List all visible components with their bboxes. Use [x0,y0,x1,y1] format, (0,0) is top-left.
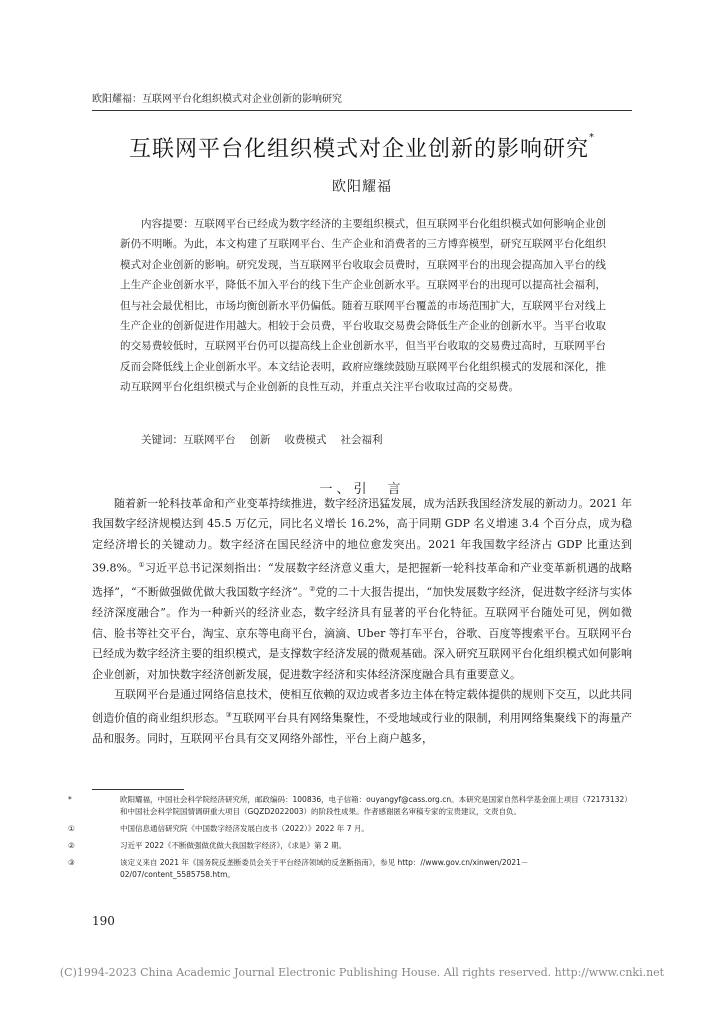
footnote-marker: * [68,795,72,804]
footnote-ref[interactable]: ② [309,585,316,594]
title-footnote-mark: * [589,132,595,143]
footnote-text: 习近平 2022《不断做强做优做大我国数字经济》，《求是》第 2 期。 [120,841,347,850]
footnote-ref[interactable]: ① [138,561,145,570]
body-paragraph [92,494,632,685]
footnote-marker: ② [68,841,75,850]
article-title [92,132,632,163]
keyword-item: 收费模式 [284,434,327,446]
paragraph-text: 习近平总书记深刻指出：“发展数字经济意义重大，是把握新一轮科技革命和产业变革新机遇的战略选择”，“不断做强做优做大我国数字经济”。 [92,561,632,599]
abstract [120,214,606,398]
paragraph-text: 随着新一轮科技革命和产业变革持续推进，数字经济迅猛发展，成为活跃我国经济发展的新动力。2021 年我国数字经济规模达到 45.5 万亿元，同比名义增长 16.2%，高于同期 GDP 名义增速 3.4 个百分点，成为稳定经济增长的关键动力。数字经济在国民经济中的地位愈发突出。2021 年我国数字经济占 GDP 比重达到39.8%。 [92,497,632,575]
footnote-text: 中国信息通信研究院《中国数字经济发展白皮书（2022）》2022 年 7 月。 [120,824,369,833]
body-paragraph [92,685,632,750]
paragraph-text: 互联网平台具有网络集聚性，不受地域或行业的限制，利用网络集聚线下的海量产品和服务。同时，互联网平台具有交叉网络外部性，平台上商户越多， [92,712,633,746]
page-number: 190 [92,914,115,928]
footnote-author [68,794,632,818]
footnote-2 [68,840,632,852]
footnote-text: 欧阳耀福，中国社会科学院经济研究所，邮政编码：100836，电子信箱：ouyangyf@cass.org.cn。本研究是国家自然科学基金面上项目（72173132）和中国社会科学院国情调研重大项目（GQZD2022003）的阶段性成果。作者感谢匿名审稿专家的宝贵建议，文责自负。 [120,795,632,816]
footnotes [68,794,632,886]
keywords [120,432,606,447]
abstract-label: 内容提要： [141,218,194,230]
body-text [92,494,632,750]
keyword-item: 社会福利 [340,434,383,446]
footnote-text: 该定义来自 2021 年《国务院反垄断委员会关于平台经济领域的反垄断指南》，参见 http：//www.gov.cn/xinwen/2021－02/07/content_5585758.htm。 [120,858,529,879]
footnote-marker: ① [68,824,75,833]
paragraph-text: 党的二十大报告提出，“加快发展数字经济，促进数字经济与实体经济深度融合”。作为一种新兴的经济业态，数字经济具有显著的平台化特征。互联网平台随处可见，例如微信、脸书等社交平台，淘宝、京东等电商平台，滴滴、Uber 等打车平台，谷歌、百度等搜索平台。互联网平台已经成为数字经济主要的组织模式，是支撑数字经济发展的微观基础。深入研究互联网平台化组织模式如何影响企业创新，对加快数字经济创新发展，促进数字经济和实体经济深度融合具有重要意义。 [92,585,632,681]
paragraph-text: 互联网平台是通过网络信息技术，使相互依赖的双边或者多边主体在特定载体提供的规则下交互，以此共同创造价值的商业组织形态。 [92,687,632,726]
abstract-text: 互联网平台已经成为数字经济的主要组织模式，但互联网平台化组织模式如何影响企业创新仍不明晰。为此，本文构建了互联网平台、生产企业和消费者的三方博弈模型，研究互联网平台化组织模式对企业创新的影响。研究发现，当互联网平台收取会员费时，互联网平台的出现会提高加入平台的线上生产企业创新水平，降低不加入平台的线下生产企业创新水平。互联网平台的出现可以提高社会福利，但与社会最优相比，市场均衡创新水平仍偏低。随着互联网平台覆盖的市场范围扩大，互联网平台对线上生产企业的创新促进作用越大。相较于会员费，平台收取交易费会降低生产企业的创新水平。当平台收取的交易费较低时，互联网平台仍可以提高线上企业创新水平，但当平台收取的交易费过高时，互联网平台反而会降低线上企业创新水平。本文结论表明，政府应继续鼓励互联网平台化组织模式的发展和深化，推动互联网平台化组织模式与企业创新的良性互动，并重点关注平台收取过高的交易费。 [120,218,607,394]
footnote-rule [92,789,184,790]
keyword-item: 创新 [249,434,271,446]
keywords-label: 关键词： [141,434,183,446]
author-name: 欧阳耀福 [332,179,392,195]
header-rule [92,110,632,111]
footnote-ref[interactable]: ③ [225,711,232,720]
copyright-notice: (C)1994-2023 China Academic Journal Electronic Publishing House. All rights reserved. http://www.cnki.net [59,966,665,979]
footnote-1 [68,823,632,835]
title-text: 互联网平台化组织模式对企业创新的影响研究 [128,137,589,162]
keyword-item: 互联网平台 [183,434,236,446]
footnote-3 [68,857,632,881]
footnote-marker: ③ [68,858,75,867]
section-heading-introduction: 一、引 言 [319,482,405,497]
running-head: 欧阳耀福：互联网平台化组织模式对企业创新的影响研究 [92,94,342,105]
